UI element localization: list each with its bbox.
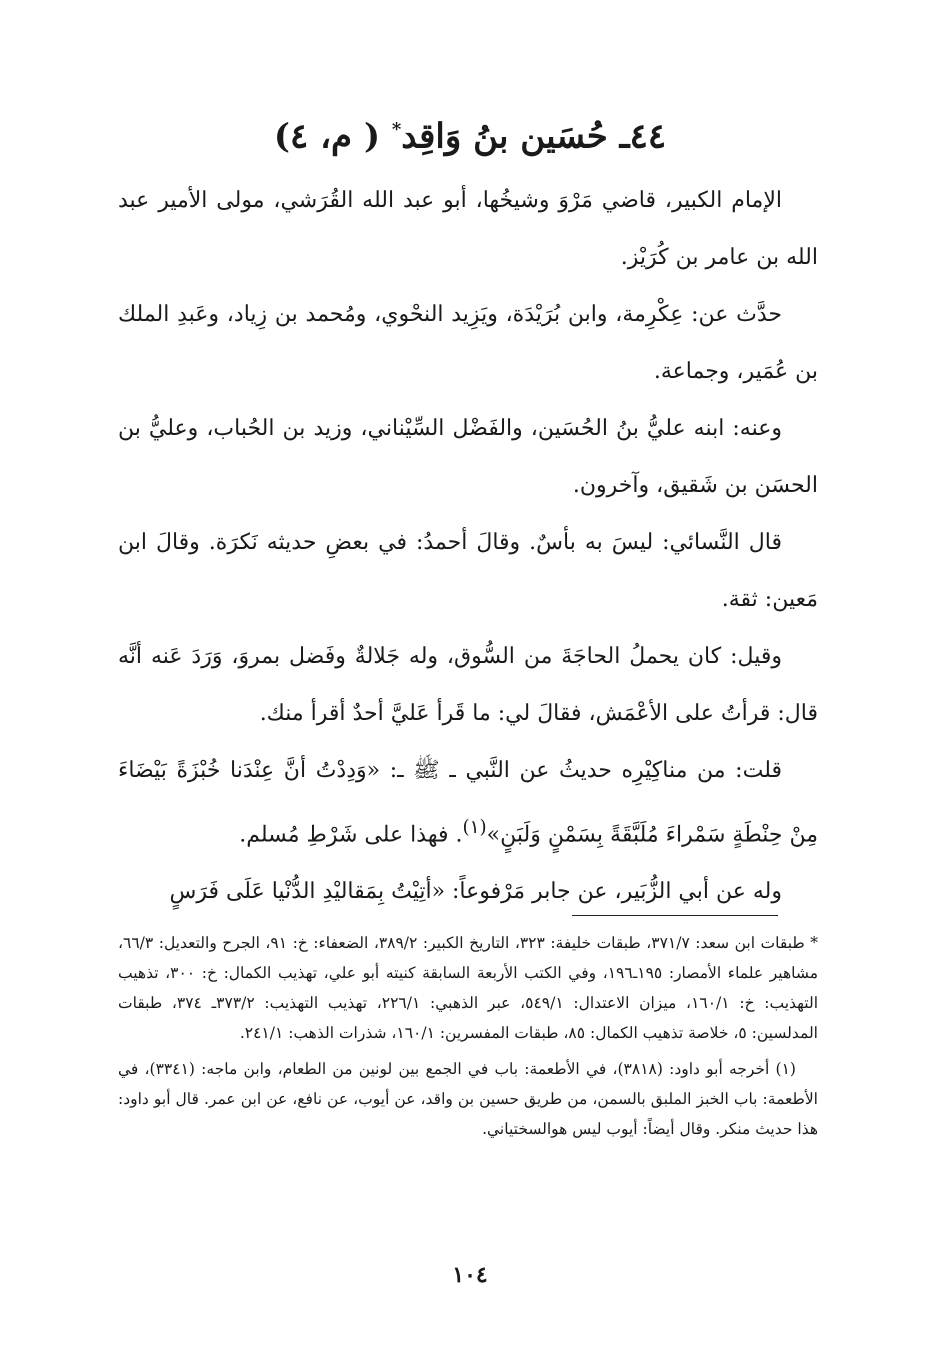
page-number: ١٠٤	[452, 1262, 488, 1288]
entry-title	[120, 105, 820, 161]
footnote-1: (١) أخرجه أبو داود: (٣٨١٨)، في الأطعمة: باب في الجمع بين لونين من الطعام، وابن ماجه: (٣٣٤١)، في الأطعمة: باب الخبز الملبق بالسمن، من طريق حسين بن واقد، عن أيوب، عن نافع، عن ابن عمر. قال أبو داود: هذا حديث منكر. وقال أيضاً: أيوب ليس هوالسختياني.	[118, 1060, 818, 1138]
paragraph-hadith	[118, 742, 818, 863]
source-marker: *	[391, 119, 402, 140]
entry-body	[118, 172, 818, 920]
sources-note: * طبقات ابن سعد: ٣٧١/٧، طبقات خليفة: ٣٢٣، التاريخ الكبير: ٣٨٩/٢، الضعفاء: خ: ٩١، الجرح والتعديل: ٦٦/٣، مشاهير علماء الأمصار: ١٩٥ـ١٩٦، وفي الكتب الأربعة السابقة كنيته أبو علي، تهذيب الكمال: خ: ٣٠٠، تذهيب التهذيب: خ: ١٦٠/١، ميزان الاعتدال: ٥٤٩/١، عبر الذهبي: ٢٢٦/١، تهذيب التهذيب: ٣٧٣/٢ـ ٣٧٤، طبقات المدلسين: ٥، خلاصة تذهيب الكمال: ٨٥، طبقات المفسرين: ١٦٠/١، شذرات الذهب: ٢٤١/١.	[118, 934, 819, 1042]
footnotes	[118, 928, 818, 1144]
footnote-ref: (١)	[462, 817, 487, 838]
entry-title-codes: ( م، ٤)	[273, 116, 392, 157]
footnote-divider	[572, 915, 778, 916]
hadith-text: قلت: من مناكِيْرِه حديثُ عن النَّبي ـ ﷺ ـ: «وَدِدْتُ أنَّ عِنْدَنا خُبْزَةً بَيْضَاءَ مِنْ حِنْطَةٍ سَمْراءَ مُلَبَّقَةً بِسَمْنٍ وَلَبَنٍ»	[118, 758, 818, 848]
hadith-grading: . فهذا على شَرْطِ مُسلم.	[239, 822, 463, 848]
entry-title-name: ٤٤ـ حُسَين بنُ وَاقِد	[401, 116, 667, 157]
paragraph-hadith-2: وله عن أبي الزُّبَير، عن جابر مَرْفوعاً: «أتِيْتُ بِمَقاليْدِ الدُّنْيا عَلَى فَرَسٍ	[169, 879, 782, 905]
paragraph-intro: الإمام الكبير، قاضي مَرْوَ وشيخُها، أبو عبد الله القُرَشي، مولى الأمير عبد الله بن عامر بن كُرَيْز.	[118, 188, 818, 270]
paragraph-teachers: حدَّث عن: عِكْرِمة، وابن بُرَيْدَة، ويَزِيد النحْوي، ومُحمد بن زِياد، وعَبدِ الملك بن عُمَير، وجماعة.	[118, 302, 818, 384]
paragraph-grading: قال النَّسائي: ليسَ به بأسٌ. وقالَ أحمدُ: في بعضِ حديثه نَكرَة. وقالَ ابن مَعين: ثقة.	[118, 530, 818, 612]
paragraph-students: وعنه: ابنه عليُّ بنُ الحُسَين، والفَضْل السِّيْناني، وزيد بن الحُباب، وعليُّ بن الحسَن بن شَقيق، وآخرون.	[118, 416, 818, 498]
paragraph-anecdote: وقيل: كان يحملُ الحاجَةَ من السُّوق، وله جَلالةٌ وفَضل بمروَ، وَرَدَ عَنه أنَّه قال: قرأتُ على الأعْمَش، فقالَ لي: ما قَرأ عَليَّ أحدٌ أقرأ منك.	[118, 644, 818, 726]
